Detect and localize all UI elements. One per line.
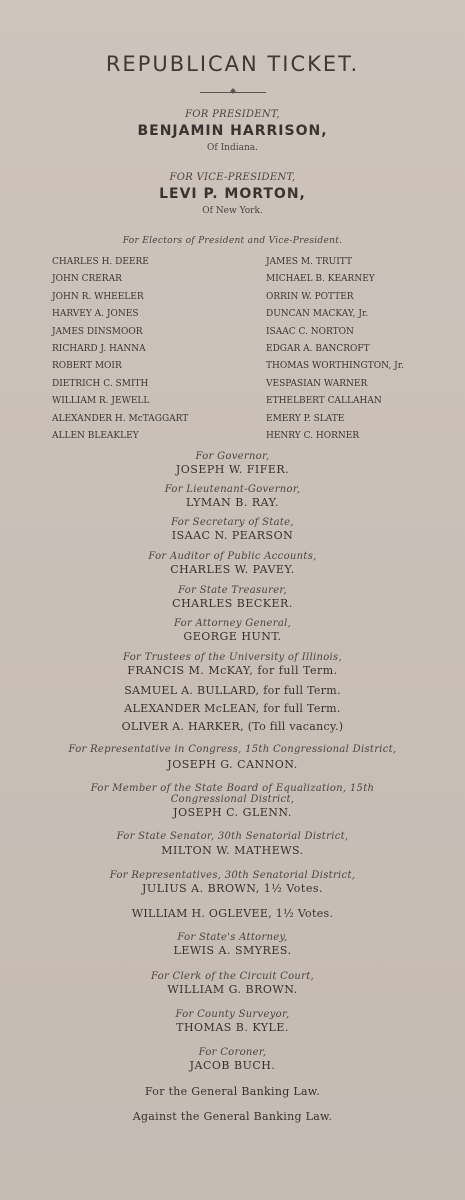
candidate-name: JOSEPH C. GLENN.	[173, 806, 292, 819]
candidate-name: MILTON W. MATHEWS.	[161, 844, 304, 857]
office-label: For Representatives, 30th Senatorial District,	[109, 870, 356, 881]
elector: JAMES DINSMOOR	[52, 326, 143, 337]
elector: THOMAS WORTHINGTON, Jr.	[266, 361, 404, 372]
electors-right-column	[266, 254, 404, 445]
vice-president-label: FOR VICE-PRESIDENT,	[169, 172, 296, 183]
trustee-candidate: OLIVER A. HARKER, (To fill vacancy.)	[121, 720, 344, 733]
representative-candidate: WILLIAM H. OGLEVEE, 1½ Votes.	[131, 907, 334, 920]
elector: ORRIN W. POTTER	[266, 291, 354, 302]
president-state: Of Indiana.	[207, 143, 258, 153]
office-label: For State Senator, 30th Senatorial District,	[116, 831, 349, 842]
elector: RICHARD J. HANNA	[52, 343, 146, 354]
elector: CHARLES H. DEERE	[52, 257, 149, 267]
office-treasurer	[0, 585, 465, 611]
office-label: For Member of the State Board of Equalization, 15th	[90, 783, 375, 794]
office-label: For State's Attorney,	[177, 932, 288, 943]
trustee-candidate: SAMUEL A. BULLARD, for full Term.	[124, 684, 341, 697]
office-representatives	[0, 870, 465, 896]
office-states-attorney	[0, 932, 465, 958]
vice-president-name: LEVI P. MORTON,	[159, 186, 306, 202]
candidate-name: CHARLES BECKER.	[172, 597, 293, 610]
elector: JOHN CRERAR	[52, 274, 122, 285]
office-coroner	[0, 1047, 465, 1073]
office-label: For Coroner,	[198, 1047, 267, 1058]
office-attorney-general	[0, 618, 465, 644]
electors-heading	[0, 236, 465, 246]
office-label: For Governor,	[195, 451, 270, 462]
elector: VESPASIAN WARNER	[266, 378, 368, 389]
candidate-name: LEWIS A. SMYRES.	[173, 944, 292, 957]
office-trustees	[0, 652, 465, 678]
candidate-name: JULIUS A. BROWN, 1½ Votes.	[142, 882, 323, 895]
office-label-continued: Congressional District,	[170, 794, 295, 805]
elector: HARVEY A. JONES	[52, 309, 139, 320]
elector: EDGAR A. BANCROFT	[266, 343, 370, 354]
candidate-name: FRANCIS M. McKAY, for full Term.	[127, 664, 338, 677]
elector: ROBERT MOIR	[52, 361, 122, 372]
candidate-name: LYMAN B. RAY.	[186, 496, 279, 509]
office-county-surveyor	[0, 1009, 465, 1035]
elector: MICHAEL B. KEARNEY	[266, 274, 375, 285]
office-label: For Trustees of the University of Illinois,	[123, 652, 342, 663]
office-secretary-of-state	[0, 517, 465, 543]
office-circuit-clerk	[0, 971, 465, 997]
elector: DUNCAN MACKAY, Jr.	[266, 309, 369, 320]
electors-left-column	[52, 254, 188, 445]
office-state-senator	[0, 831, 465, 858]
vice-president-state: Of New York.	[202, 206, 263, 216]
elector: ISAAC C. NORTON	[266, 326, 354, 337]
office-board-of-equalization	[0, 783, 465, 820]
office-lieutenant-governor	[0, 484, 465, 510]
vice-president-section	[0, 172, 465, 216]
candidate-name: JACOB BUCH.	[189, 1059, 276, 1072]
office-label: For Attorney General,	[173, 618, 292, 629]
elector: EMERY P. SLATE	[266, 413, 345, 424]
president-name: BENJAMIN HARRISON,	[137, 123, 328, 139]
elector: DIETRICH C. SMITH	[52, 378, 149, 389]
office-label: For Clerk of the Circuit Court,	[150, 971, 315, 982]
office-label: For Secretary of State,	[171, 517, 294, 528]
candidate-name: CHARLES W. PAVEY.	[170, 563, 295, 576]
electors-label: For Electors of President and Vice-President.	[122, 236, 343, 246]
candidate-name: ISAAC N. PEARSON	[171, 529, 294, 542]
office-governor	[0, 451, 465, 477]
office-label: For Representative in Congress, 15th Congressional District,	[68, 744, 397, 755]
candidate-name: JOSEPH G. CANNON.	[167, 758, 298, 771]
elector: ETHELBERT CALLAHAN	[266, 396, 382, 407]
candidate-name: WILLIAM G. BROWN.	[167, 983, 298, 996]
office-congress	[0, 744, 465, 772]
ballot-title: REPUBLICAN TICKET.	[105, 52, 360, 76]
elector: JOHN R. WHEELER	[52, 291, 144, 302]
banking-law-for: For the General Banking Law.	[144, 1085, 321, 1098]
candidate-name: THOMAS B. KYLE.	[176, 1021, 289, 1034]
candidate-name: GEORGE HUNT.	[183, 630, 282, 643]
trustee-candidate: ALEXANDER McLEAN, for full Term.	[124, 702, 341, 715]
office-label: For County Surveyor,	[175, 1009, 290, 1020]
office-auditor	[0, 551, 465, 577]
office-label: For Lieutenant-Governor,	[164, 484, 301, 495]
office-label: For State Treasurer,	[178, 585, 287, 596]
candidate-name: JOSEPH W. FIFER.	[175, 463, 290, 476]
elector: ALEXANDER H. McTAGGART	[52, 413, 189, 424]
president-label: FOR PRESIDENT,	[185, 109, 280, 120]
president-section	[0, 109, 465, 153]
elector: ALLEN BLEAKLEY	[52, 430, 139, 441]
office-label: For Auditor of Public Accounts,	[148, 551, 317, 562]
elector: JAMES M. TRUITT	[266, 257, 352, 267]
elector: WILLIAM R. JEWELL	[52, 396, 150, 407]
banking-law-against: Against the General Banking Law.	[132, 1110, 333, 1123]
elector: HENRY C. HORNER	[266, 430, 360, 441]
